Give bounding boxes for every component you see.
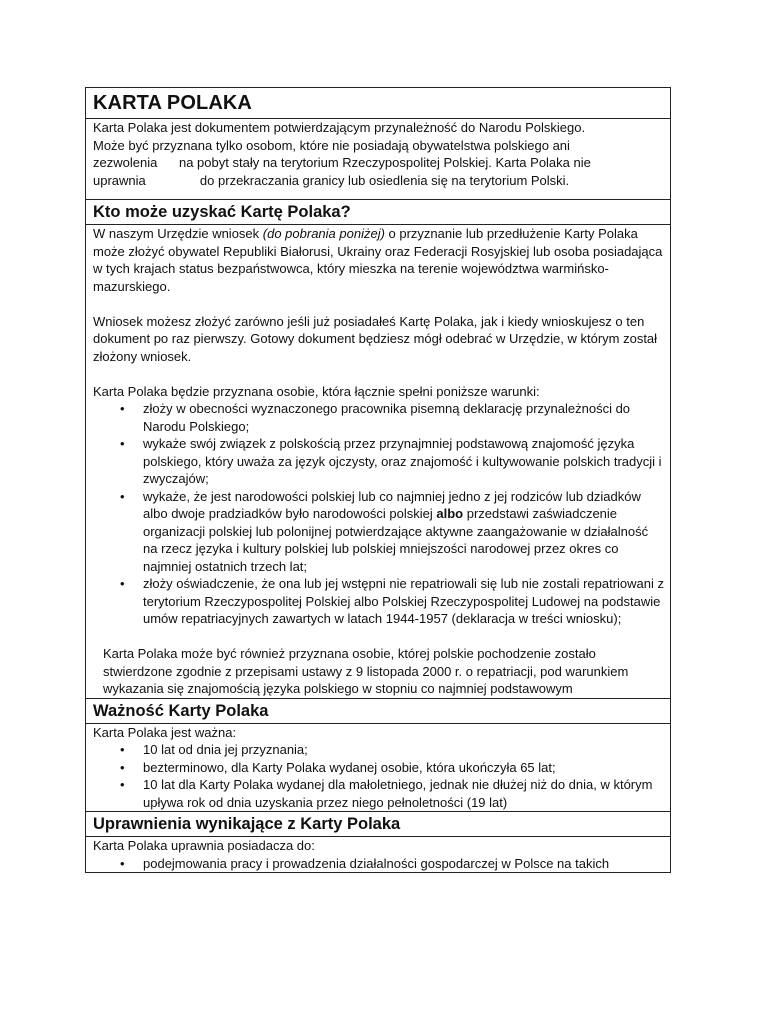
bold-word: albo <box>436 506 464 521</box>
section-body-waznosc <box>86 724 670 813</box>
bullet-icon: • <box>120 436 125 451</box>
intro-line: zezwolenia na pobyt stały na terytorium Rzeczypospolitej Polskiej. Karta Polaka nie <box>93 155 591 170</box>
section-body-uprawnienia <box>86 837 670 872</box>
list-item <box>93 400 664 435</box>
paragraph: Karta Polaka jest ważna: <box>93 724 237 740</box>
text-run: o przyznanie lub przedłużenie Karty Polaka może złożyć obywatel Republiki Białorusi, Ukrainy oraz Federacji Rosyjskiej lub osoba posiadająca w tych krajach status bezpaństwowca, który mieszka na terenie województwa warmińsko-mazurskiego. <box>93 226 663 294</box>
bullet-icon: • <box>120 742 125 757</box>
bullet-icon: • <box>120 576 125 591</box>
rights-list <box>93 855 664 873</box>
section-heading: Kto może uzyskać Kartę Polaka? <box>93 203 351 221</box>
list-item-text: 10 lat od dnia jej przyznania; <box>143 742 308 757</box>
text-run: W naszym Urzędzie wniosek <box>93 226 263 241</box>
list-item <box>93 435 664 488</box>
paragraph <box>93 225 664 295</box>
intro-line: Może być przyznana tylko osobom, które nie posiadają obywatelstwa polskiego ani <box>93 137 570 153</box>
section-title-waznosc <box>86 699 670 724</box>
page-title: KARTA POLAKA <box>93 92 252 114</box>
bullet-icon: • <box>120 759 125 775</box>
list-item-text: 10 lat dla Karty Polaka wydanej dla małoletniego, jednak nie dłużej niż do dnia, w którym upływa rok od dnia uzyskania przez niego pełnoletności (19 lat) <box>143 777 653 810</box>
list-item-text: złoży w obecności wyznaczonego pracownika pisemną deklarację przynależności do Narodu Polskiego; <box>143 401 631 434</box>
list-item <box>93 741 664 759</box>
list-item <box>93 575 664 628</box>
list-item <box>93 855 664 873</box>
section-heading: Ważność Karty Polaka <box>93 701 269 720</box>
section-body-karta <box>86 119 670 200</box>
list-item-text: podejmowania pracy i prowadzenia działalności gospodarczej w Polsce na takich <box>143 855 610 871</box>
conditions-list <box>93 400 664 628</box>
intro-line: Karta Polaka jest dokumentem potwierdzającym przynależność do Narodu Polskiego. <box>93 120 586 135</box>
section-body-kto <box>86 225 670 699</box>
paragraph: Karta Polaka będzie przyznana osobie, która łącznie spełni poniższe warunki: <box>93 383 540 399</box>
paragraph: Karta Polaka może być również przyznana osobie, której polskie pochodzenie zostało stwierdzone zgodnie z przepisami ustawy z 9 listopada 2000 r. o repatriacji, pod warunkiem wykazania się znajomością języka polskiego w stopniu co najmniej podstawowym <box>103 646 629 696</box>
list-item <box>93 759 664 777</box>
bullet-icon: • <box>120 401 125 416</box>
list-item-text: złoży oświadczenie, że ona lub jej wstępni nie repatriowali się lub nie zostali repatriowani z terytorium Rzeczypospolitej Polskiej albo Polskiej Rzeczypospolitej Ludowej na podstawie umów repatriacyjnych zawartych w latach 1944-1957 (deklaracja w treści wniosku); <box>143 576 664 626</box>
list-item-text: wykaże, że jest narodowości polskiej lub co najmniej jedno z jej rodziców lub dziadków albo dwoje pradziadków było narodowości polskiej <box>143 488 641 521</box>
bullet-icon: • <box>120 488 125 504</box>
list-item <box>93 488 664 576</box>
paragraph: Wniosek możesz złożyć zarówno jeśli już posiadałeś Kartę Polaka, jak i kiedy wnioskujesz o ten dokument po raz pierwszy. Gotowy dokument będziesz mógł odebrać w Urzędzie, w którym został złożony wniosek. <box>93 313 658 364</box>
italic-note: (do pobrania poniżej) <box>262 226 385 241</box>
intro-line: uprawnia do przekraczania granicy lub osiedlenia się na terytorium Polski. <box>93 172 570 188</box>
bullet-icon: • <box>120 777 125 792</box>
list-item-text: wykaże swój związek z polskością przez przynajmniej podstawową znajomość języka polskiego, który uważa za język ojczysty, oraz znajomość i kultywowanie polskich tradycji i zwyczajów; <box>143 436 662 486</box>
section-title-kto <box>86 200 670 225</box>
bullet-icon: • <box>120 855 125 871</box>
list-item-text: przedstawi zaświadczenie organizacji polskiej lub polonijnej potwierdzające aktywne zaangażowanie w działalność na rzecz języka i kultury polskiej lub polskiej mniejszości narodowej przez okres co najmniej ostatnich trzech lat; <box>143 506 649 574</box>
section-title-uprawnienia <box>86 812 670 837</box>
section-heading: Uprawnienia wynikające z Karty Polaka <box>93 815 401 833</box>
validity-list <box>93 741 664 811</box>
paragraph: Karta Polaka uprawnia posiadacza do: <box>93 838 315 853</box>
list-item <box>93 776 664 811</box>
section-title-karta <box>86 88 670 119</box>
document-table <box>85 87 671 873</box>
list-item-text: bezterminowo, dla Karty Polaka wydanej osobie, która ukończyła 65 lat; <box>143 759 556 775</box>
